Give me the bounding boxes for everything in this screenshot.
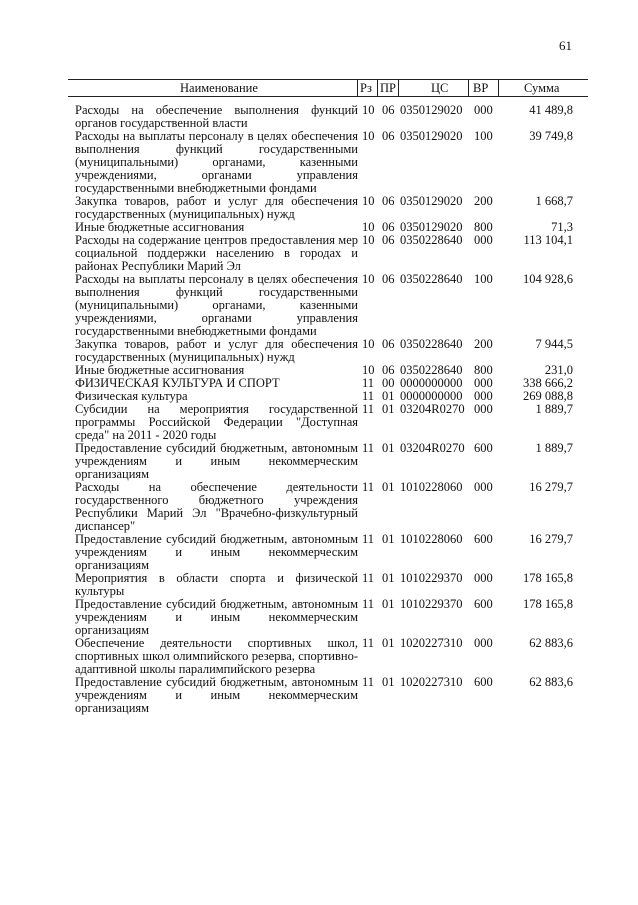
row-name: Расходы на содержание центров предоставления мер социальной поддержки населению в городах и районах Республики Марий Эл <box>75 233 358 273</box>
row-pr: 06 <box>382 194 395 208</box>
row-rz: 10 <box>362 129 375 143</box>
row-rz: 11 <box>362 389 375 403</box>
row-vr: 600 <box>474 532 493 546</box>
row-cs: 0000000000 <box>400 389 463 403</box>
column-divider <box>377 80 378 96</box>
table-row <box>0 338 638 364</box>
row-sum: 1 668,7 <box>535 194 573 208</box>
row-vr: 800 <box>474 220 493 234</box>
row-name: Расходы на выплаты персоналу в целях обеспечения выполнения функций государственными (муниципальными) органами, казенными учреждениями, органами управления государственными внебюджетными фондами <box>75 129 358 195</box>
row-rz: 10 <box>362 220 375 234</box>
row-vr: 200 <box>474 337 493 351</box>
header-name: Наименование <box>180 81 258 95</box>
row-vr: 000 <box>474 636 493 650</box>
row-rz: 11 <box>362 376 375 390</box>
column-divider <box>398 80 399 96</box>
row-cs: 1010229370 <box>400 571 463 585</box>
row-sum: 39 749,8 <box>529 129 573 143</box>
row-vr: 000 <box>474 233 493 247</box>
row-pr: 06 <box>382 363 395 377</box>
row-sum: 41 489,8 <box>529 103 573 117</box>
row-vr: 000 <box>474 103 493 117</box>
row-name: Субсидии на мероприятия государственной программы Российской Федерации "Доступная среда" на 2011 - 2020 годы <box>75 402 358 442</box>
row-vr: 600 <box>474 597 493 611</box>
row-name: Предоставление субсидий бюджетным, автономным учреждениям и иным некоммерческим организациям <box>75 441 358 481</box>
row-vr: 000 <box>474 376 493 390</box>
row-rz: 11 <box>362 597 375 611</box>
row-pr: 01 <box>382 675 395 689</box>
row-pr: 01 <box>382 532 395 546</box>
row-vr: 800 <box>474 363 493 377</box>
row-cs: 0350228640 <box>400 337 463 351</box>
header-pr: ПР <box>380 81 396 95</box>
row-sum: 178 165,8 <box>523 597 573 611</box>
row-cs: 03204R0270 <box>400 402 465 416</box>
row-name: Расходы на выплаты персоналу в целях обеспечения выполнения функций государственными (муниципальными) органами, казенными учреждениями, органами управления государственными внебюджетными фондами <box>75 272 358 338</box>
row-sum: 104 928,6 <box>523 272 573 286</box>
table-row <box>0 481 638 533</box>
row-sum: 62 883,6 <box>529 636 573 650</box>
row-name: Предоставление субсидий бюджетным, автономным учреждениям и иным некоммерческим организациям <box>75 532 358 572</box>
row-cs: 1010228060 <box>400 480 463 494</box>
row-name: Иные бюджетные ассигнования <box>75 363 245 377</box>
page-number: 61 <box>559 38 572 53</box>
row-cs: 0000000000 <box>400 376 463 390</box>
row-rz: 11 <box>362 441 375 455</box>
row-vr: 600 <box>474 675 493 689</box>
row-name: Мероприятия в области спорта и физической культуры <box>75 571 358 598</box>
table-row <box>0 533 638 572</box>
row-pr: 01 <box>382 441 395 455</box>
row-vr: 000 <box>474 480 493 494</box>
row-sum: 269 088,8 <box>523 389 573 403</box>
row-pr: 01 <box>382 571 395 585</box>
row-cs: 0350228640 <box>400 363 463 377</box>
column-divider <box>498 80 499 96</box>
table-row <box>0 572 638 598</box>
header-sum: Сумма <box>524 81 560 95</box>
row-rz: 11 <box>362 571 375 585</box>
row-rz: 10 <box>362 103 375 117</box>
row-pr: 01 <box>382 480 395 494</box>
row-sum: 1 889,7 <box>535 441 573 455</box>
table-row <box>0 442 638 481</box>
header-rz: Рз <box>360 81 372 95</box>
row-cs: 1020227310 <box>400 636 463 650</box>
row-pr: 06 <box>382 272 395 286</box>
row-sum: 1 889,7 <box>535 402 573 416</box>
table-row <box>0 676 638 715</box>
table-row <box>0 195 638 221</box>
row-rz: 10 <box>362 272 375 286</box>
row-pr: 06 <box>382 103 395 117</box>
row-sum: 113 104,1 <box>523 233 573 247</box>
row-pr: 06 <box>382 233 395 247</box>
table-row <box>0 234 638 273</box>
row-rz: 11 <box>362 636 375 650</box>
column-divider <box>468 80 469 96</box>
row-pr: 01 <box>382 389 395 403</box>
table-row <box>0 637 638 676</box>
row-rz: 10 <box>362 337 375 351</box>
header-cs: ЦС <box>431 81 449 95</box>
row-rz: 10 <box>362 363 375 377</box>
row-name: Расходы на обеспечение выполнения функций органов государственной власти <box>75 103 358 130</box>
row-sum: 178 165,8 <box>523 571 573 585</box>
table-row <box>0 403 638 442</box>
row-name: Обеспечение деятельности спортивных школ, спортивных школ олимпийского резерва, спортивно-адаптивной школы паралимпийского резерва <box>75 636 358 676</box>
budget-table-body <box>0 104 638 715</box>
row-name: Предоставление субсидий бюджетным, автономным учреждениям и иным некоммерческим организациям <box>75 597 358 637</box>
row-cs: 0350129020 <box>400 129 463 143</box>
row-sum: 16 279,7 <box>529 480 573 494</box>
row-vr: 200 <box>474 194 493 208</box>
table-row <box>0 598 638 637</box>
row-name: Иные бюджетные ассигнования <box>75 220 245 234</box>
row-vr: 000 <box>474 571 493 585</box>
row-sum: 71,3 <box>551 220 573 234</box>
column-divider <box>357 80 358 96</box>
row-name: Расходы на обеспечение деятельности государственного бюджетного учреждения Республики Марий Эл "Врачебно-физкультурный диспансер" <box>75 480 358 533</box>
row-cs: 0350228640 <box>400 272 463 286</box>
row-cs: 0350129020 <box>400 220 463 234</box>
row-name: Физическая культура <box>75 389 188 403</box>
row-vr: 100 <box>474 129 493 143</box>
row-rz: 11 <box>362 480 375 494</box>
row-cs: 1010228060 <box>400 532 463 546</box>
row-cs: 1020227310 <box>400 675 463 689</box>
row-pr: 06 <box>382 129 395 143</box>
row-pr: 06 <box>382 220 395 234</box>
row-cs: 0350228640 <box>400 233 463 247</box>
row-name: Закупка товаров, работ и услуг для обеспечения государственных (муниципальных) нужд <box>75 337 358 364</box>
row-rz: 10 <box>362 194 375 208</box>
table-row <box>0 104 638 130</box>
row-pr: 06 <box>382 337 395 351</box>
row-vr: 100 <box>474 272 493 286</box>
row-pr: 01 <box>382 597 395 611</box>
row-pr: 00 <box>382 376 395 390</box>
row-cs: 1010229370 <box>400 597 463 611</box>
row-name: Предоставление субсидий бюджетным, автономным учреждениям и иным некоммерческим организациям <box>75 675 358 715</box>
row-pr: 01 <box>382 402 395 416</box>
row-cs: 0350129020 <box>400 103 463 117</box>
table-row <box>0 273 638 338</box>
header-vr: ВР <box>473 81 489 95</box>
row-rz: 11 <box>362 402 375 416</box>
row-rz: 11 <box>362 675 375 689</box>
row-name: Закупка товаров, работ и услуг для обеспечения государственных (муниципальных) нужд <box>75 194 358 221</box>
row-vr: 600 <box>474 441 493 455</box>
row-vr: 000 <box>474 389 493 403</box>
row-sum: 7 944,5 <box>535 337 573 351</box>
table-header <box>68 79 588 97</box>
row-sum: 16 279,7 <box>529 532 573 546</box>
row-sum: 338 666,2 <box>523 376 573 390</box>
row-pr: 01 <box>382 636 395 650</box>
row-rz: 10 <box>362 233 375 247</box>
row-cs: 0350129020 <box>400 194 463 208</box>
row-sum: 231,0 <box>544 363 573 377</box>
table-row <box>0 130 638 195</box>
row-sum: 62 883,6 <box>529 675 573 689</box>
row-name: ФИЗИЧЕСКАЯ КУЛЬТУРА И СПОРТ <box>75 376 280 390</box>
row-cs: 03204R0270 <box>400 441 465 455</box>
row-rz: 11 <box>362 532 375 546</box>
row-vr: 000 <box>474 402 493 416</box>
